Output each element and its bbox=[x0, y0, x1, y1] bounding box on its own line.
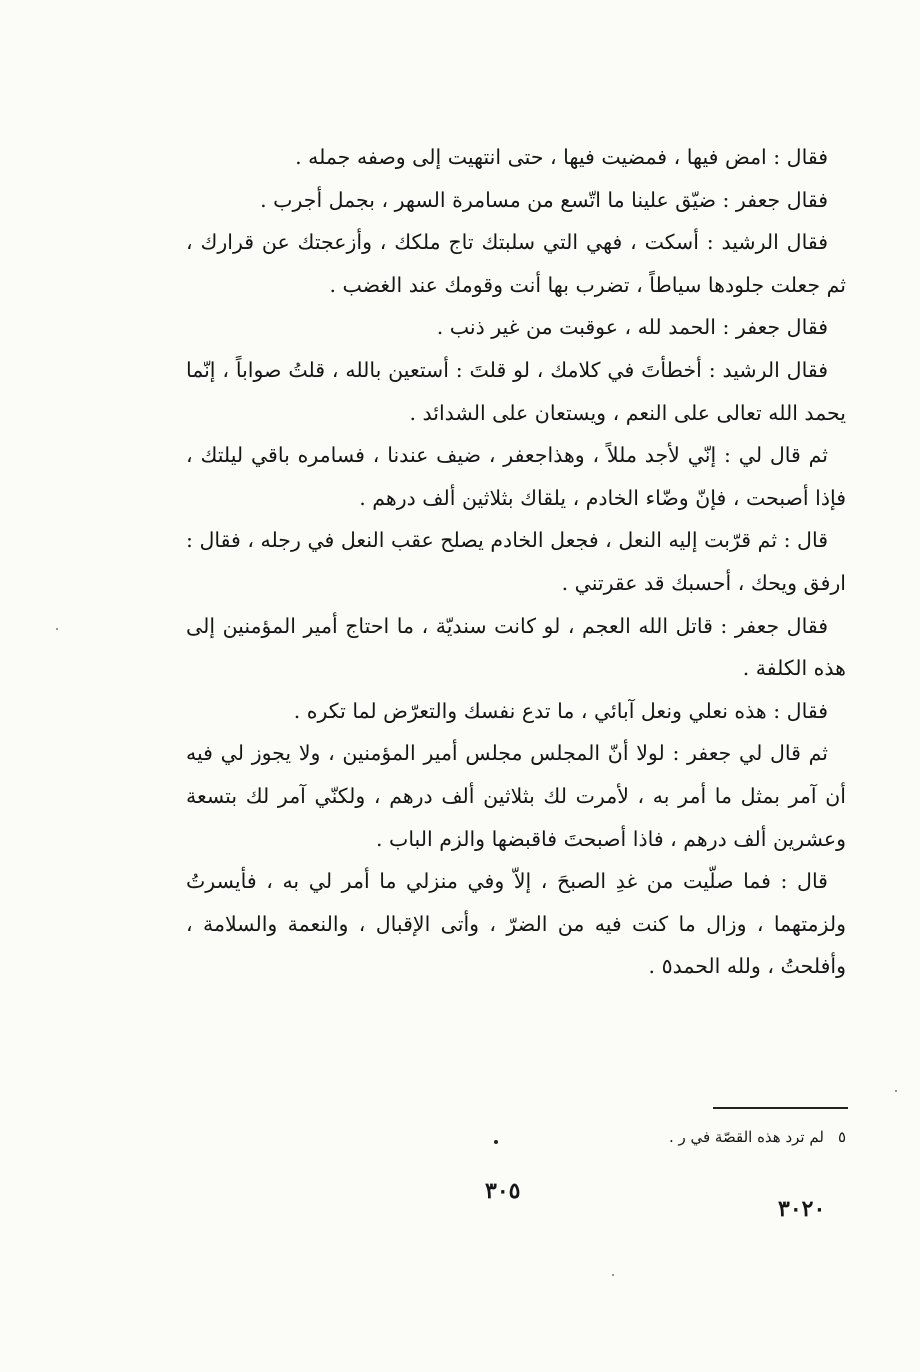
ink-dot bbox=[494, 1140, 498, 1144]
paragraph: فقال جعفر : ضيّق علينا ما اتّسع من مسامرة السهر ، بجمل أجرب . bbox=[260, 187, 828, 212]
main-text bbox=[186, 136, 846, 988]
paper-speck bbox=[56, 628, 58, 630]
paragraph: ثم قال لي : إنّي لأجد مللاً ، وهذاجعفر ، ضيف عندنا ، فسامره باقي ليلتك ، فإذا أصبحت ، فإنّ وضّاء الخادم ، يلقاك بثلاثين ألف درهم . bbox=[186, 443, 846, 510]
paragraph: قال : ثم قرّبت إليه النعل ، فجعل الخادم يصلح عقب النعل في رجله ، فقال : ارفق ويحك ، أحسبك قد عقرتني . bbox=[186, 528, 846, 595]
paragraph: فقال جعفر : الحمد لله ، عوقبت من غير ذنب . bbox=[436, 315, 828, 340]
paragraph: ثم قال لي جعفر : لولا أنّ المجلس مجلس أمير المؤمنين ، ولا يجوز لي فيه أن آمر بمثل ما أمر به ، لأمرت لك بثلاثين ألف درهم ، ولكنّي آمر لك بتسعة وعشرين ألف درهم ، فاذا أصبحتَ فاقبضها والزم الباب . bbox=[186, 741, 846, 851]
footnote-divider bbox=[713, 1107, 848, 1109]
paragraph: فقال الرشيد : أسكت ، فهي التي سلبتك تاج ملكك ، وأزعجتك عن قرارك ، ثم جعلت جلودها سياطاً ، تضرب بها أنت وقومك عند الغضب . bbox=[186, 230, 846, 297]
paragraph: فقال : امض فيها ، فمضيت فيها ، حتى انتهيت إلى وصفه جمله . bbox=[295, 145, 828, 169]
paragraph: فقال : هذه نعلي ونعل آبائي ، ما تدع نفسك والتعرّض لما تكره . bbox=[293, 698, 828, 723]
paragraph: فقال الرشيد : أخطأتَ في كلامك ، لو قلتَ : أستعين بالله ، قلتُ صواباً ، إنّما يحمد الله تعالى على النعم ، ويستعان على الشدائد . bbox=[186, 357, 846, 425]
paper-speck bbox=[895, 1090, 897, 1092]
footnote bbox=[669, 1126, 846, 1148]
signature-mark: ٣٠٢٠ bbox=[778, 1196, 826, 1222]
paper-speck bbox=[612, 1274, 614, 1276]
page-number: ٣٠٥ bbox=[485, 1178, 521, 1204]
paragraph: قال : فما صلّيت من غدِ الصبحَ ، إلاّ وفي منزلي ما أمر لي به ، فأيسرتُ ولزمتهما ، وزال ما كنت فيه من الضرّ ، وأتى الإقبال ، والنعمة والسلامة ، وأفلحتُ ، ولله الحمد٥ . bbox=[186, 869, 846, 979]
footnote-text: لم ترد هذه القصّة في ر . bbox=[668, 1128, 824, 1146]
footnote-number: ٥ bbox=[837, 1128, 846, 1146]
paragraph: فقال جعفر : قاتل الله العجم ، لو كانت سنديّة ، ما احتاج أمير المؤمنين إلى هذه الكلفة . bbox=[186, 613, 846, 681]
